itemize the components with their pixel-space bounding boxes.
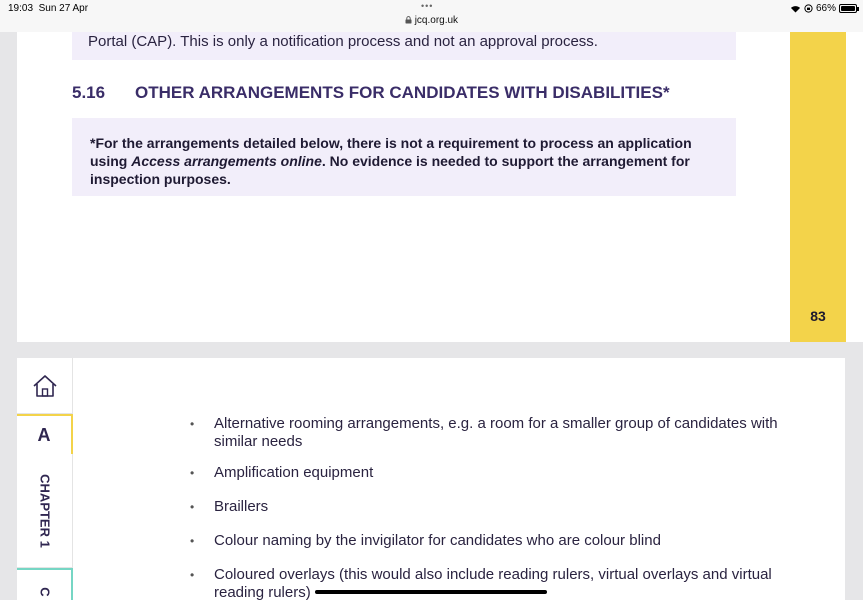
status-indicators bbox=[790, 3, 857, 14]
tab-chapter-1[interactable] bbox=[17, 454, 73, 568]
multitask-dots[interactable]: ••• bbox=[421, 1, 434, 11]
url-text: jcq.org.uk bbox=[414, 15, 459, 26]
portal-text: Portal (CAP). This is only a notification process and not an approval process. bbox=[88, 33, 598, 50]
list-item: Colour naming by the invigilator for candidates who are colour blind bbox=[214, 532, 661, 549]
list-item: Coloured overlays (this would also include reading rulers, virtual overlays and virtual reading rulers) bbox=[214, 566, 772, 600]
page-number: 83 bbox=[810, 308, 826, 324]
section-number: 5.16 bbox=[72, 83, 106, 102]
page-accent-bar bbox=[790, 32, 846, 342]
chapter-label: CHAPTER 1 bbox=[37, 474, 53, 548]
lock-icon bbox=[405, 16, 412, 24]
bullet-dot: • bbox=[190, 417, 195, 431]
list-item: Amplification equipment bbox=[214, 464, 374, 481]
list-item: Braillers bbox=[214, 498, 269, 515]
wifi-icon bbox=[790, 5, 801, 13]
section-title: OTHER ARRANGEMENTS FOR CANDIDATES WITH DISABILITIES* bbox=[135, 83, 670, 102]
address-bar[interactable] bbox=[0, 15, 863, 26]
bullet-dot: • bbox=[190, 500, 195, 514]
bullet-dot: • bbox=[190, 534, 195, 548]
list-item: Alternative rooming arrangements, e.g. a room for a smaller group of candidates with similar needs bbox=[214, 415, 778, 450]
status-time: 19:03 Sun 27 Apr bbox=[8, 3, 89, 14]
home-indicator[interactable] bbox=[315, 590, 547, 594]
status-bar bbox=[0, 0, 863, 32]
battery-icon bbox=[839, 4, 857, 13]
side-tabs bbox=[17, 358, 73, 600]
battery-percent: 66% bbox=[815, 3, 836, 14]
note-text: *For the arrangements detailed below, there is not a requirement to process an application using Access arrangements online. No evidence is needed to support the arrangement for inspection purposes. bbox=[90, 135, 692, 187]
bullet-dot: • bbox=[190, 466, 195, 480]
tab-c-label: C bbox=[37, 587, 53, 597]
orientation-lock-icon bbox=[804, 4, 813, 13]
bullet-dot: • bbox=[190, 568, 195, 582]
tab-c[interactable] bbox=[17, 568, 73, 600]
document-page-84 bbox=[17, 358, 845, 600]
home-tab[interactable] bbox=[17, 358, 73, 414]
tab-a[interactable]: A bbox=[17, 414, 73, 454]
home-icon bbox=[32, 374, 58, 398]
